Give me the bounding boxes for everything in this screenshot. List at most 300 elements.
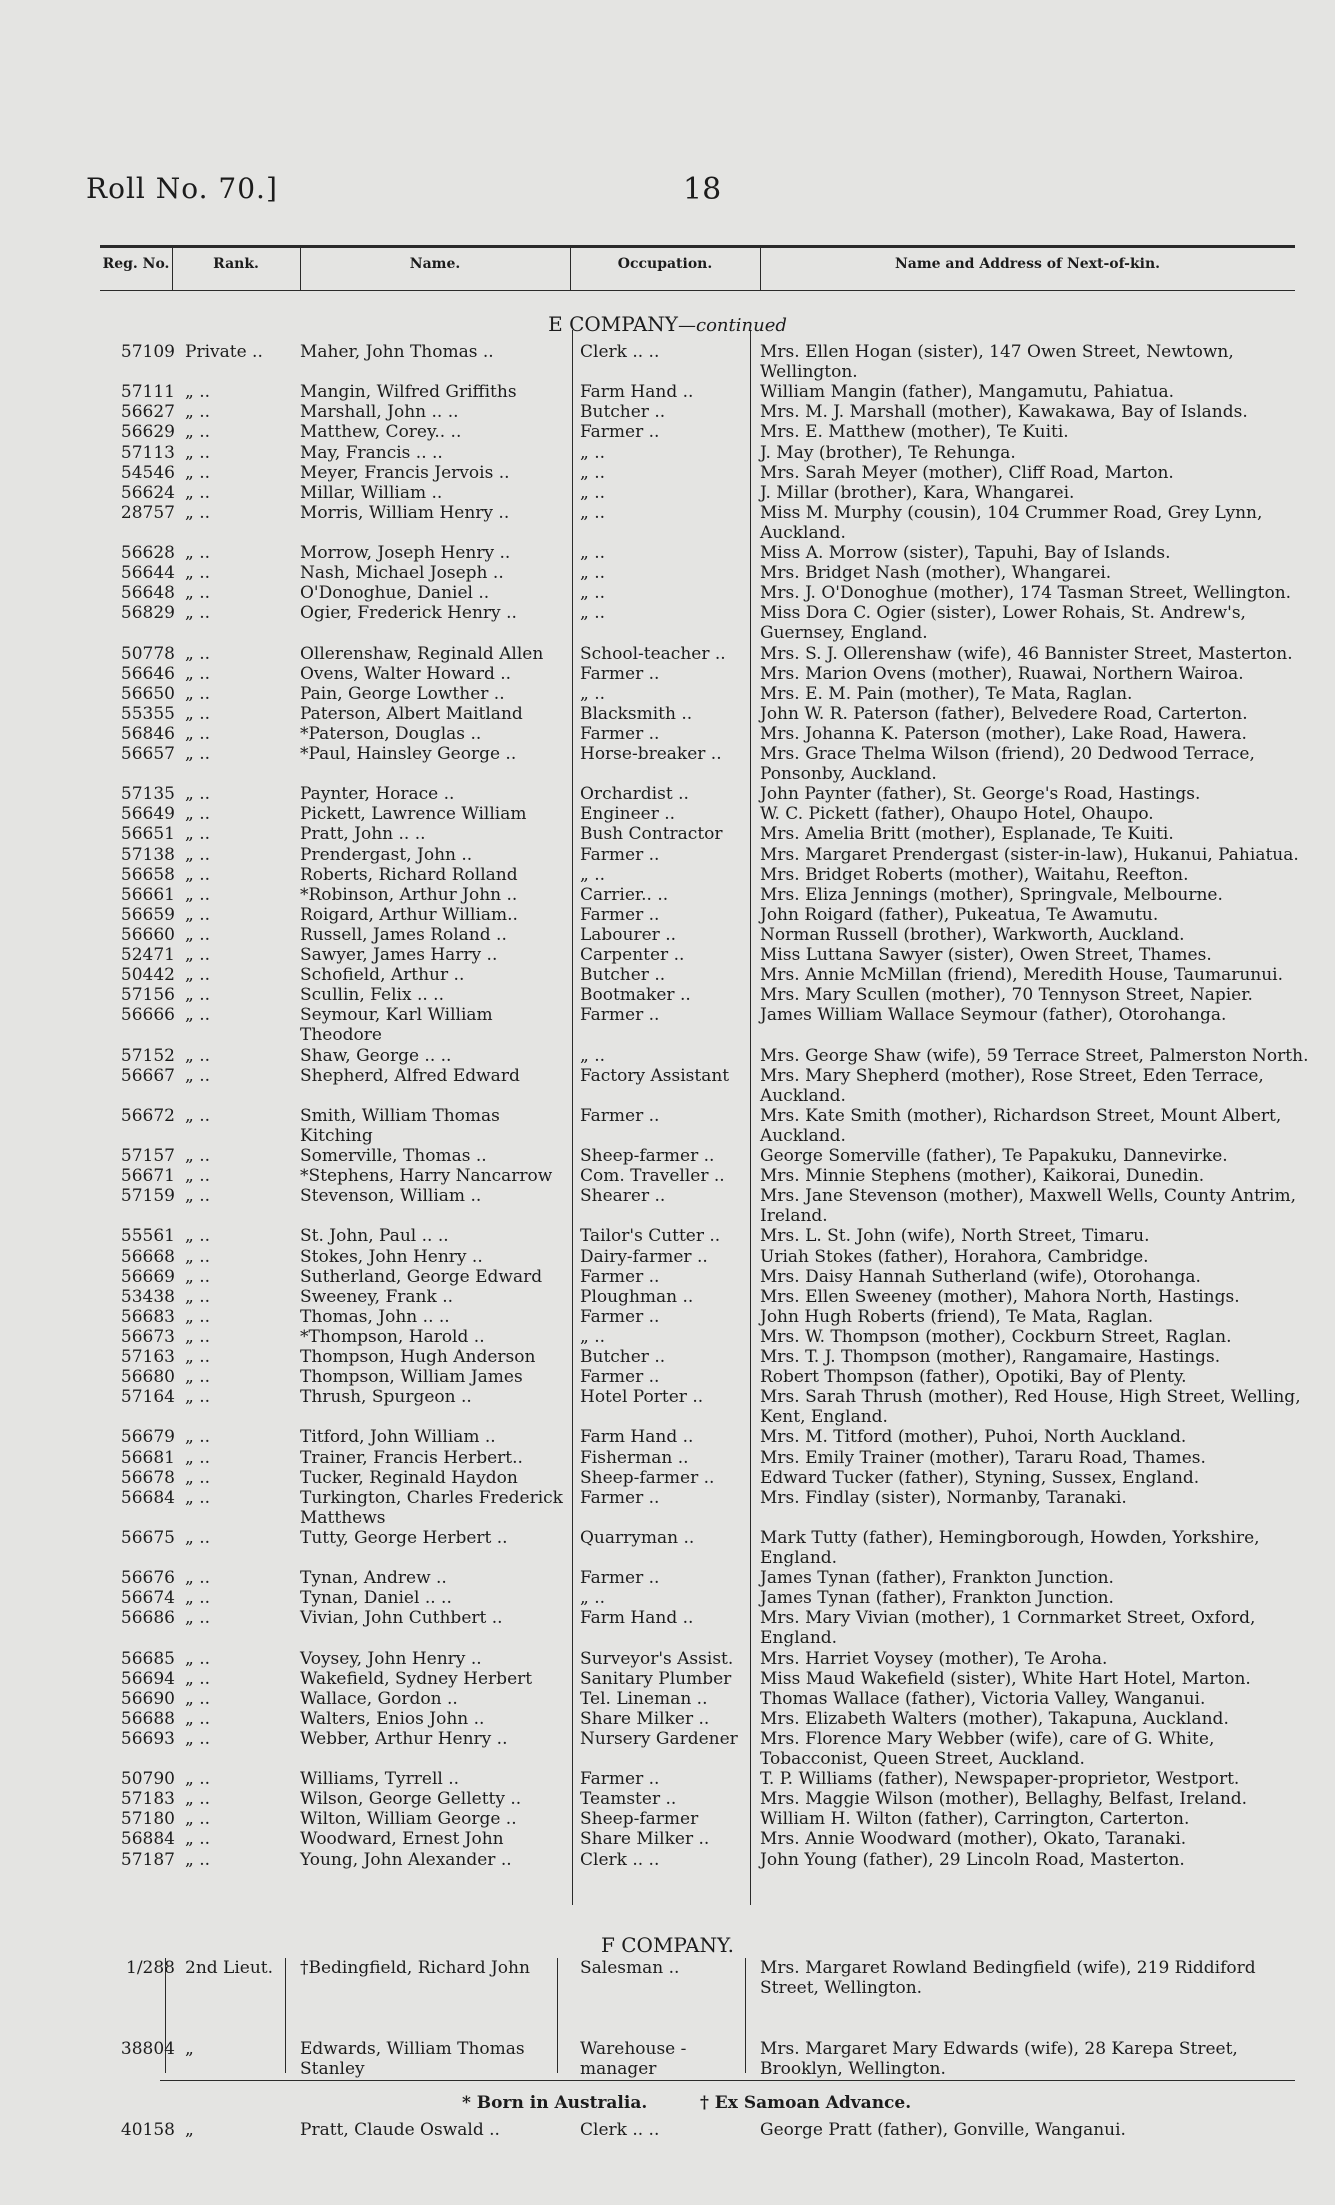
rank-cell: „ .. (185, 1005, 211, 1026)
name-cell: Wilson, George Gelletty .. (300, 1789, 522, 1810)
column-rule (745, 1958, 746, 2073)
reg-no-cell: 28757 (120, 502, 175, 523)
name-cell: Pain, George Lowther .. (300, 683, 505, 704)
next-of-kin-cell: J. Millar (brother), Kara, Whangarei. (760, 482, 1075, 503)
name-cell: Tucker, Reginald Haydon (300, 1467, 518, 1488)
next-of-kin-cell: Mrs. Emily Trainer (mother), Tararu Road, Thames. (760, 1447, 1206, 1468)
name-cell: Thomas, John .. .. (300, 1306, 450, 1327)
next-of-kin-cell: Mrs. Harriet Voysey (mother), Te Aroha. (760, 1648, 1108, 1669)
name-cell: Russell, James Roland .. (300, 924, 507, 945)
occupation-cell: Farm Hand .. (580, 1608, 694, 1629)
occupation-cell: Nursery Gardener (580, 1728, 738, 1749)
next-of-kin-cell: Miss Luttana Sawyer (sister), Owen Street, Thames. (760, 945, 1212, 965)
name-cell: Morrow, Joseph Henry .. (300, 543, 511, 563)
next-of-kin-cell: Mrs. E. Matthew (mother), Te Kuiti. (760, 422, 1069, 443)
occupation-cell: Labourer .. (580, 924, 677, 945)
name-cell: Shaw, George .. .. (300, 1045, 452, 1066)
occupation-cell: Farmer .. (580, 1005, 660, 1026)
reg-no-cell: 57109 (120, 342, 175, 362)
occupation-cell: „ .. (580, 603, 606, 624)
name-cell: Trainer, Francis Herbert.. (300, 1447, 523, 1468)
next-of-kin-cell: Mrs. Mary Shepherd (mother), Rose Street, Eden Terrace, Auckland. (760, 1065, 1264, 1106)
name-cell: Morris, William Henry .. (300, 502, 510, 523)
rank-cell: „ .. (185, 1728, 211, 1749)
occupation-cell: „ .. (580, 1588, 606, 1609)
next-of-kin-cell: George Somerville (father), Te Papakuku, Dannevirke. (760, 1146, 1228, 1166)
rank-cell: „ .. (185, 1326, 211, 1347)
reg-no-cell: 56690 (120, 1688, 175, 1709)
rank-cell: „ .. (185, 824, 211, 845)
occupation-cell: Farmer .. (580, 844, 660, 865)
rank-cell: „ .. (185, 1568, 211, 1589)
column-header-occupation: Occupation. (617, 256, 713, 272)
name-cell: Stevenson, William .. (300, 1186, 482, 1207)
name-cell: Tynan, Andrew .. (300, 1568, 447, 1589)
rank-cell: „ .. (185, 864, 211, 885)
next-of-kin-cell: Miss A. Morrow (sister), Tapuhi, Bay of Islands. (760, 543, 1171, 563)
next-of-kin-cell: Mrs. L. St. John (wife), North Street, Timaru. (760, 1226, 1150, 1247)
reg-no-cell: 56627 (120, 402, 175, 423)
name-cell: Walters, Enios John .. (300, 1708, 485, 1729)
next-of-kin-cell: John Hugh Roberts (friend), Te Mata, Raglan. (760, 1306, 1154, 1327)
rank-cell: 2nd Lieut. (185, 1958, 274, 1978)
occupation-cell: Ploughman .. (580, 1286, 694, 1307)
reg-no-cell: 56694 (120, 1668, 175, 1689)
occupation-cell: Farmer .. (580, 1568, 660, 1589)
occupation-cell: „ .. (580, 864, 606, 885)
next-of-kin-cell: Mrs. Kate Smith (mother), Richardson Street, Mount Albert, Auckland. (760, 1105, 1282, 1146)
next-of-kin-cell: Mrs. George Shaw (wife), 59 Terrace Street, Palmerston North. (760, 1045, 1309, 1066)
name-cell: Wilton, William George .. (300, 1809, 517, 1830)
rank-cell: „ .. (185, 1849, 211, 1870)
next-of-kin-cell: Mrs. Marion Ovens (mother), Ruawai, Northern Wairoa. (760, 663, 1244, 684)
name-cell: Wakefield, Sydney Herbert (300, 1668, 533, 1689)
name-cell: Roigard, Arthur William.. (300, 904, 518, 925)
reg-no-cell: 55561 (120, 1226, 175, 1247)
name-cell: Paterson, Albert Maitland (300, 703, 523, 724)
reg-no-cell: 56666 (120, 1005, 175, 1026)
reg-no-cell: 56686 (120, 1608, 175, 1629)
name-cell: Paynter, Horace .. (300, 784, 455, 805)
next-of-kin-cell: Mrs. Bridget Nash (mother), Whangarei. (760, 563, 1112, 584)
rank-cell: „ (185, 2039, 194, 2059)
reg-no-cell: 56679 (120, 1427, 175, 1448)
occupation-cell: Farmer .. (580, 1306, 660, 1327)
name-cell: Thrush, Spurgeon .. (300, 1387, 472, 1408)
next-of-kin-cell: Mrs. J. O'Donoghue (mother), 174 Tasman Street, Wellington. (760, 583, 1292, 604)
name-cell: Tynan, Daniel .. .. (300, 1588, 452, 1609)
name-cell: Wallace, Gordon .. (300, 1688, 458, 1709)
name-cell: *Paul, Hainsley George .. (300, 744, 517, 764)
reg-no-cell: 56659 (120, 904, 175, 925)
next-of-kin-cell: John Paynter (father), St. George's Road, Hastings. (760, 784, 1201, 805)
reg-no-cell: 56884 (120, 1829, 175, 1850)
column-header-name: Name. (409, 256, 461, 272)
name-cell: Titford, John William .. (300, 1427, 496, 1448)
name-cell: Sutherland, George Edward (300, 1266, 543, 1287)
reg-no-cell: 50778 (120, 643, 175, 664)
rank-cell: „ .. (185, 1286, 211, 1307)
reg-no-cell: 50790 (120, 1769, 175, 1790)
occupation-cell: Farmer .. (580, 1266, 660, 1287)
name-cell: Williams, Tyrrell .. (300, 1769, 460, 1790)
rank-cell: „ .. (185, 1809, 211, 1830)
occupation-cell: „ .. (580, 583, 606, 604)
e-company-continued: —continued (678, 315, 787, 336)
rank-cell: „ .. (185, 804, 211, 825)
rank-cell: „ (185, 2120, 194, 2140)
name-cell: Mangin, Wilfred Griffiths (300, 382, 517, 403)
name-cell: Shepherd, Alfred Edward (300, 1065, 520, 1086)
occupation-cell: Farmer .. (580, 1105, 660, 1126)
name-cell: Pratt, Claude Oswald .. (300, 2120, 500, 2140)
occupation-cell: Warehouse - manager (580, 2039, 687, 2079)
rank-cell: „ .. (185, 683, 211, 704)
next-of-kin-cell: Mrs. Eliza Jennings (mother), Springvale, Melbourne. (760, 884, 1223, 905)
rank-cell: „ .. (185, 1045, 211, 1066)
rank-cell: „ .. (185, 1266, 211, 1287)
name-cell: Young, John Alexander .. (300, 1849, 512, 1870)
next-of-kin-cell: Mrs. Jane Stevenson (mother), Maxwell Wells, County Antrim, Ireland. (760, 1186, 1296, 1227)
next-of-kin-cell: James William Wallace Seymour (father), Otorohanga. (760, 1005, 1227, 1026)
reg-no-cell: 56680 (120, 1367, 175, 1388)
occupation-cell: Farmer .. (580, 723, 660, 744)
occupation-cell: Engineer .. (580, 804, 676, 825)
occupation-cell: Bootmaker .. (580, 985, 691, 1006)
rank-cell: „ .. (185, 703, 211, 724)
rank-cell: „ .. (185, 1387, 211, 1408)
occupation-cell: Com. Traveller .. (580, 1166, 725, 1187)
name-cell: Seymour, Karl William Theodore (300, 1005, 493, 1046)
next-of-kin-cell: Mrs. Johanna K. Paterson (mother), Lake Road, Hawera. (760, 723, 1247, 744)
rank-cell: „ .. (185, 462, 211, 483)
reg-no-cell: 56829 (120, 603, 175, 624)
reg-no-cell: 56660 (120, 924, 175, 945)
occupation-cell: Horse-breaker .. (580, 744, 722, 764)
reg-no-cell: 40158 (120, 2120, 175, 2140)
next-of-kin-cell: Mrs. Minnie Stephens (mother), Kaikorai, Dunedin. (760, 1166, 1205, 1187)
name-cell: Thompson, William James (300, 1367, 523, 1388)
occupation-cell: Blacksmith .. (580, 703, 693, 724)
rank-cell: „ .. (185, 1648, 211, 1669)
next-of-kin-cell: J. May (brother), Te Rehunga. (760, 442, 1016, 463)
name-cell: Woodward, Ernest John (300, 1829, 504, 1850)
rank-cell: „ .. (185, 1447, 211, 1468)
reg-no-cell: 56684 (120, 1487, 175, 1508)
next-of-kin-cell: Mrs. Florence Mary Webber (wife), care of G. White, Tobacconist, Queen Street, Auckland. (760, 1728, 1215, 1769)
name-cell: Roberts, Richard Rolland (300, 864, 518, 885)
rank-cell: „ .. (185, 482, 211, 503)
reg-no-cell: 56661 (120, 884, 175, 905)
column-rule (750, 330, 751, 1905)
next-of-kin-cell: Mrs. M. J. Marshall (mother), Kawakawa, Bay of Islands. (760, 402, 1248, 423)
next-of-kin-cell: Mrs. T. J. Thompson (mother), Rangamaire, Hastings. (760, 1347, 1221, 1367)
rank-cell: „ .. (185, 1065, 211, 1086)
name-cell: Smith, William Thomas Kitching (300, 1105, 500, 1146)
name-cell: Vivian, John Cuthbert .. (300, 1608, 503, 1629)
name-cell: Scullin, Felix .. .. (300, 985, 444, 1006)
reg-no-cell: 55355 (120, 703, 175, 724)
footnote-ex-samoan: † Ex Samoan Advance. (700, 2093, 912, 2113)
rank-cell: „ .. (185, 723, 211, 744)
occupation-cell: Farmer .. (580, 663, 660, 684)
name-cell: *Robinson, Arthur John .. (300, 884, 518, 905)
name-cell: May, Francis .. .. (300, 442, 443, 463)
f-company-heading: F COMPANY. (601, 1933, 734, 1957)
reg-no-cell: 57180 (120, 1809, 175, 1830)
name-cell: Millar, William .. (300, 482, 443, 503)
name-cell: Nash, Michael Joseph .. (300, 563, 504, 584)
column-header-next-of-kin: Name and Address of Next-of-kin. (894, 256, 1161, 272)
occupation-cell: Orchardist .. (580, 784, 689, 805)
rank-cell: „ .. (185, 1708, 211, 1729)
name-cell: Stokes, John Henry .. (300, 1246, 483, 1267)
name-cell: Maher, John Thomas .. (300, 342, 494, 362)
reg-no-cell: 56646 (120, 663, 175, 684)
name-cell: Ovens, Walter Howard .. (300, 663, 512, 684)
reg-no-cell: 56685 (120, 1648, 175, 1669)
name-cell: Voysey, John Henry .. (300, 1648, 482, 1669)
occupation-cell: Clerk .. .. (580, 1849, 660, 1870)
reg-no-cell: 56667 (120, 1065, 175, 1086)
next-of-kin-cell: Mrs. Ellen Hogan (sister), 147 Owen Street, Newtown, Wellington. (760, 342, 1234, 382)
next-of-kin-cell: Mrs. Mary Scullen (mother), 70 Tennyson Street, Napier. (760, 985, 1253, 1006)
reg-no-cell: 56669 (120, 1266, 175, 1287)
column-rule (572, 330, 573, 1905)
reg-no-cell: 56693 (120, 1728, 175, 1749)
occupation-cell: „ .. (580, 1326, 606, 1347)
rank-cell: Private .. (185, 342, 263, 362)
rank-cell: „ .. (185, 904, 211, 925)
occupation-cell: Farmer .. (580, 1367, 660, 1388)
reg-no-cell: 56676 (120, 1568, 175, 1589)
rank-cell: „ .. (185, 744, 211, 764)
next-of-kin-cell: James Tynan (father), Frankton Junction. (760, 1568, 1114, 1589)
occupation-cell: Carrier.. .. (580, 884, 669, 905)
next-of-kin-cell: John W. R. Paterson (father), Belvedere Road, Carterton. (760, 703, 1248, 724)
reg-no-cell: 38804 (120, 2039, 175, 2059)
occupation-cell: Share Milker .. (580, 1708, 710, 1729)
rank-cell: „ .. (185, 1668, 211, 1689)
next-of-kin-cell: Edward Tucker (father), Styning, Sussex, England. (760, 1467, 1200, 1488)
reg-no-cell: 57135 (120, 784, 175, 805)
occupation-cell: Factory Assistant (580, 1065, 730, 1086)
reg-no-cell: 57156 (120, 985, 175, 1006)
reg-no-cell: 56644 (120, 563, 175, 584)
reg-no-cell: 56624 (120, 482, 175, 503)
reg-no-cell: 56657 (120, 744, 175, 764)
name-cell: Turkington, Charles Frederick Matthews (300, 1487, 563, 1528)
rank-cell: „ .. (185, 1467, 211, 1488)
reg-no-cell: 57163 (120, 1347, 175, 1367)
name-cell: Ogier, Frederick Henry .. (300, 603, 517, 624)
next-of-kin-cell: Mrs. Daisy Hannah Sutherland (wife), Otorohanga. (760, 1266, 1201, 1287)
reg-no-cell: 56688 (120, 1708, 175, 1729)
name-cell: Tutty, George Herbert .. (300, 1527, 508, 1548)
roll-title: Roll No. 70.] (86, 172, 278, 205)
occupation-cell: Clerk .. .. (580, 2120, 660, 2140)
reg-no-cell: 54546 (120, 462, 175, 483)
next-of-kin-cell: Miss Dora C. Ogier (sister), Lower Rohais, St. Andrew's, Guernsey, England. (760, 603, 1246, 644)
next-of-kin-cell: George Pratt (father), Gonville, Wanganui. (760, 2120, 1126, 2140)
rank-cell: „ .. (185, 1347, 211, 1367)
rank-cell: „ .. (185, 1226, 211, 1247)
occupation-cell: Salesman .. (580, 1958, 680, 1978)
next-of-kin-cell: Robert Thompson (father), Opotiki, Bay of Plenty. (760, 1367, 1187, 1388)
occupation-cell: Teamster .. (580, 1789, 677, 1810)
next-of-kin-cell: Miss M. Murphy (cousin), 104 Crummer Road, Grey Lynn, Auckland. (760, 502, 1263, 543)
reg-no-cell: 56671 (120, 1166, 175, 1187)
rank-cell: „ .. (185, 884, 211, 905)
reg-no-cell: 57159 (120, 1186, 175, 1207)
occupation-cell: Bush Contractor (580, 824, 723, 845)
footnote-rule (160, 2080, 1295, 2081)
rank-cell: „ .. (185, 1829, 211, 1850)
next-of-kin-cell: John Young (father), 29 Lincoln Road, Masterton. (760, 1849, 1185, 1870)
next-of-kin-cell: Norman Russell (brother), Warkworth, Auckland. (760, 924, 1185, 945)
next-of-kin-cell: William Mangin (father), Mangamutu, Pahiatua. (760, 382, 1175, 403)
reg-no-cell: 56629 (120, 422, 175, 443)
rank-cell: „ .. (185, 1588, 211, 1609)
name-cell: *Thompson, Harold .. (300, 1326, 485, 1347)
reg-no-cell: 56683 (120, 1306, 175, 1327)
reg-no-cell: 57111 (120, 382, 175, 403)
name-cell: Prendergast, John .. (300, 844, 473, 865)
header-bottom-rule (100, 290, 1295, 291)
occupation-cell: Butcher .. (580, 965, 666, 986)
occupation-cell: „ .. (580, 502, 606, 523)
rank-cell: „ .. (185, 402, 211, 423)
occupation-cell: Farmer .. (580, 904, 660, 925)
rank-cell: „ .. (185, 1527, 211, 1548)
occupation-cell: Carpenter .. (580, 945, 685, 965)
occupation-cell: Tailor's Cutter .. (580, 1226, 721, 1247)
reg-no-cell: 57157 (120, 1146, 175, 1166)
next-of-kin-cell: Mrs. Margaret Mary Edwards (wife), 28 Karepa Street, Brooklyn, Wellington. (760, 2039, 1238, 2079)
page-number: 18 (683, 172, 722, 207)
next-of-kin-cell: Mrs. Mary Vivian (mother), 1 Cornmarket Street, Oxford, England. (760, 1608, 1256, 1649)
reg-no-cell: 56672 (120, 1105, 175, 1126)
next-of-kin-cell: Mrs. Annie McMillan (friend), Meredith House, Taumarunui. (760, 965, 1284, 986)
name-cell: Somerville, Thomas .. (300, 1146, 487, 1166)
next-of-kin-cell: Uriah Stokes (father), Horahora, Cambridge. (760, 1246, 1149, 1267)
occupation-cell: Surveyor's Assist. (580, 1648, 734, 1669)
occupation-cell: „ .. (580, 1045, 606, 1066)
name-cell: Sawyer, James Harry .. (300, 945, 498, 965)
rank-cell: „ .. (185, 1166, 211, 1187)
rank-cell: „ .. (185, 945, 211, 965)
occupation-cell: „ .. (580, 442, 606, 463)
occupation-cell: Quarryman .. (580, 1527, 695, 1548)
next-of-kin-cell: Mrs. Findlay (sister), Normanby, Taranaki. (760, 1487, 1127, 1508)
rank-cell: „ .. (185, 1789, 211, 1810)
rank-cell: „ .. (185, 1769, 211, 1790)
occupation-cell: Farmer .. (580, 1769, 660, 1790)
occupation-cell: „ .. (580, 683, 606, 704)
reg-no-cell: 56650 (120, 683, 175, 704)
occupation-cell: „ .. (580, 482, 606, 503)
occupation-cell: Tel. Lineman .. (580, 1688, 708, 1709)
occupation-cell: „ .. (580, 462, 606, 483)
rank-cell: „ .. (185, 1306, 211, 1327)
next-of-kin-cell: Mrs. Sarah Meyer (mother), Cliff Road, Marton. (760, 462, 1174, 483)
footnote-born-australia: * Born in Australia. (462, 2093, 648, 2113)
name-cell: O'Donoghue, Daniel .. (300, 583, 490, 604)
rank-cell: „ .. (185, 502, 211, 523)
next-of-kin-cell: T. P. Williams (father), Newspaper-proprietor, Westport. (760, 1769, 1240, 1790)
occupation-cell: Sheep-farmer .. (580, 1467, 715, 1488)
name-cell: Matthew, Corey.. .. (300, 422, 462, 443)
name-cell: Thompson, Hugh Anderson (300, 1347, 536, 1367)
reg-no-cell: 57187 (120, 1849, 175, 1870)
next-of-kin-cell: Mrs. Ellen Sweeney (mother), Mahora North, Hastings. (760, 1286, 1240, 1307)
next-of-kin-cell: Mrs. S. J. Ollerenshaw (wife), 46 Bannister Street, Masterton. (760, 643, 1293, 664)
next-of-kin-cell: Mrs. Amelia Britt (mother), Esplanade, Te Kuiti. (760, 824, 1174, 845)
next-of-kin-cell: Mrs. Margaret Prendergast (sister-in-law), Hukanui, Pahiatua. (760, 844, 1299, 865)
e-company-heading (0, 312, 1335, 336)
next-of-kin-cell: Mrs. Elizabeth Walters (mother), Takapuna, Auckland. (760, 1708, 1229, 1729)
rank-cell: „ .. (185, 924, 211, 945)
next-of-kin-cell: Mrs. Margaret Rowland Bedingfield (wife), 219 Riddiford Street, Wellington. (760, 1958, 1256, 1998)
next-of-kin-cell: Mrs. Bridget Roberts (mother), Waitahu, Reefton. (760, 864, 1189, 885)
reg-no-cell: 56658 (120, 864, 175, 885)
reg-no-cell: 53438 (120, 1286, 175, 1307)
rank-cell: „ .. (185, 583, 211, 604)
reg-no-cell: 56651 (120, 824, 175, 845)
next-of-kin-cell: Miss Maud Wakefield (sister), White Hart Hotel, Marton. (760, 1668, 1251, 1689)
occupation-cell: Hotel Porter .. (580, 1387, 704, 1408)
reg-no-cell: 56648 (120, 583, 175, 604)
rank-cell: „ .. (185, 663, 211, 684)
reg-no-cell: 56668 (120, 1246, 175, 1267)
rank-cell: „ .. (185, 784, 211, 805)
occupation-cell: School-teacher .. (580, 643, 726, 664)
name-cell: Ollerenshaw, Reginald Allen (300, 643, 544, 664)
reg-no-cell: 56674 (120, 1588, 175, 1609)
rank-cell: „ .. (185, 643, 211, 664)
e-company-title: E COMPANY (548, 312, 679, 336)
name-cell: Marshall, John .. .. (300, 402, 459, 423)
reg-no-cell: 56673 (120, 1326, 175, 1347)
rank-cell: „ .. (185, 543, 211, 563)
occupation-cell: Butcher .. (580, 1347, 666, 1367)
next-of-kin-cell: W. C. Pickett (father), Ohaupo Hotel, Ohaupo. (760, 804, 1154, 825)
occupation-cell: Farmer .. (580, 422, 660, 443)
reg-no-cell: 1/288 (126, 1958, 175, 1978)
reg-no-cell: 57164 (120, 1387, 175, 1408)
rank-cell: „ .. (185, 1105, 211, 1126)
name-cell: Meyer, Francis Jervois .. (300, 462, 510, 483)
name-cell: *Stephens, Harry Nancarrow (300, 1166, 553, 1187)
reg-no-cell: 56649 (120, 804, 175, 825)
reg-no-cell: 57138 (120, 844, 175, 865)
next-of-kin-cell: Mrs. Sarah Thrush (mother), Red House, High Street, Welling, Kent, England. (760, 1387, 1301, 1428)
name-cell: St. John, Paul .. .. (300, 1226, 449, 1247)
name-cell: Edwards, William Thomas Stanley (300, 2039, 525, 2079)
next-of-kin-cell: Mrs. M. Titford (mother), Puhoi, North Auckland. (760, 1427, 1187, 1448)
header-top-rule (100, 245, 1295, 248)
rank-cell: „ .. (185, 1146, 211, 1166)
rank-cell: „ .. (185, 1367, 211, 1388)
occupation-cell: Share Milker .. (580, 1829, 710, 1850)
next-of-kin-cell: Mrs. Grace Thelma Wilson (friend), 20 Dedwood Terrace, Ponsonby, Auckland. (760, 744, 1255, 784)
rank-cell: „ .. (185, 844, 211, 865)
next-of-kin-cell: Mark Tutty (father), Hemingborough, Howden, Yorkshire, England. (760, 1527, 1260, 1568)
next-of-kin-cell: John Roigard (father), Pukeatua, Te Awamutu. (760, 904, 1159, 925)
column-header-reg-no: Reg. No. (102, 256, 170, 272)
occupation-cell: Sheep-farmer .. (580, 1146, 715, 1166)
reg-no-cell: 57183 (120, 1789, 175, 1810)
